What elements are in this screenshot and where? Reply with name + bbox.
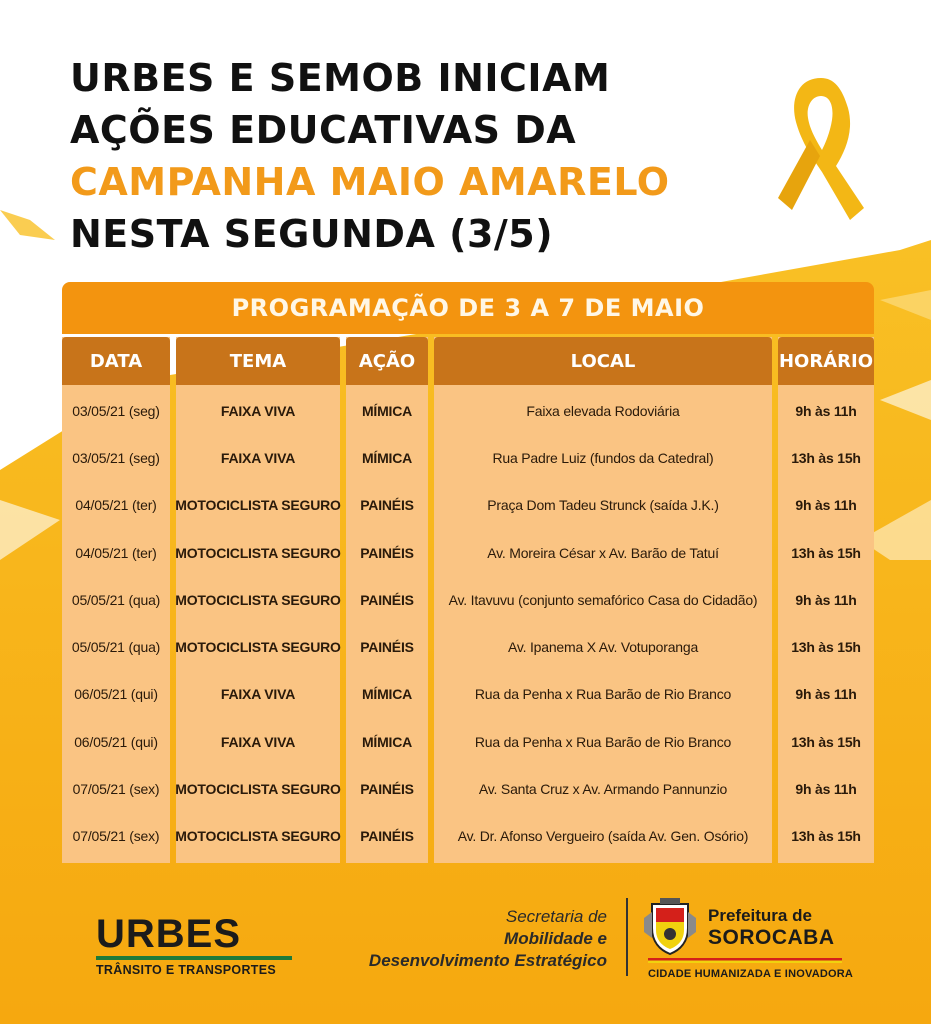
cell-tema: MOTOCICLISTA SEGURO	[175, 828, 341, 845]
prefeitura-line-1: Prefeitura de	[708, 906, 812, 925]
cell-acao: MÍMICA	[361, 449, 413, 466]
cell-horario: 9h às 11h	[795, 781, 857, 798]
header-local: LOCAL	[434, 337, 772, 385]
cell-data: 07/05/21 (sex)	[72, 781, 160, 798]
cell-data: 05/05/21 (qua)	[71, 591, 161, 608]
cell-data: 04/05/21 (ter)	[75, 544, 157, 561]
cell-tema: MOTOCICLISTA SEGURO	[175, 639, 341, 656]
header-tema: TEMA	[176, 337, 340, 385]
cell-horario: 9h às 11h	[795, 591, 857, 608]
secretaria-line-3: Desenvolvimento Estratégico	[368, 951, 607, 970]
cell-local: Av. Ipanema X Av. Votuporanga	[507, 639, 699, 656]
cell-horario: 13h às 15h	[791, 828, 861, 845]
cell-data: 03/05/21 (seg)	[72, 402, 160, 419]
cell-acao: PAINÉIS	[360, 544, 414, 561]
secretaria-line-1: Secretaria de	[505, 907, 607, 926]
headline-line-2: AÇÕES EDUCATIVAS DA	[70, 108, 577, 152]
cell-acao: MÍMICA	[361, 733, 413, 750]
cell-acao: PAINÉIS	[360, 639, 414, 656]
cell-tema: MOTOCICLISTA SEGURO	[175, 781, 341, 798]
cell-data: 06/05/21 (qui)	[74, 686, 158, 703]
headline-line-4: NESTA SEGUNDA (3/5)	[70, 212, 554, 256]
cell-tema: FAIXA VIVA	[220, 402, 296, 419]
headline-line-1: URBES E SEMOB INICIAM	[70, 56, 611, 100]
cell-data: 05/05/21 (qua)	[71, 639, 161, 656]
cell-data: 03/05/21 (seg)	[72, 449, 160, 466]
cell-horario: 13h às 15h	[791, 733, 861, 750]
headline	[70, 52, 770, 260]
cell-horario: 9h às 11h	[795, 402, 857, 419]
column-horario	[778, 337, 874, 863]
cell-acao: MÍMICA	[361, 686, 413, 703]
cell-tema: FAIXA VIVA	[220, 733, 296, 750]
headline-line-3: CAMPANHA MAIO AMARELO	[70, 160, 670, 204]
cell-horario: 9h às 11h	[795, 497, 857, 514]
cell-acao: PAINÉIS	[360, 781, 414, 798]
urbes-tagline: TRÂNSITO E TRANSPORTES	[96, 963, 276, 977]
cell-data: 06/05/21 (qui)	[74, 733, 158, 750]
cell-local: Praça Dom Tadeu Strunck (saída J.K.)	[487, 497, 719, 514]
cell-acao: PAINÉIS	[360, 828, 414, 845]
column-data	[62, 337, 170, 863]
column-tema	[176, 337, 340, 863]
city-crest-icon	[642, 898, 698, 956]
cell-local: Faixa elevada Rodoviária	[526, 402, 680, 419]
column-acao	[346, 337, 428, 863]
logo-divider	[626, 898, 628, 976]
table-banner: PROGRAMAÇÃO DE 3 A 7 DE MAIO	[62, 282, 874, 334]
column-local	[434, 337, 772, 863]
prefeitura-stripe	[648, 958, 842, 963]
cell-local: Rua Padre Luiz (fundos da Catedral)	[492, 449, 714, 466]
cell-local: Av. Santa Cruz x Av. Armando Pannunzio	[478, 781, 728, 798]
cell-local: Rua da Penha x Rua Barão de Rio Branco	[474, 686, 732, 703]
cell-horario: 13h às 15h	[791, 449, 861, 466]
cell-tema: MOTOCICLISTA SEGURO	[175, 497, 341, 514]
cell-local: Av. Moreira César x Av. Barão de Tatuí	[487, 544, 719, 561]
prefeitura-slogan: CIDADE HUMANIZADA E INOVADORA	[648, 968, 854, 980]
cell-tema: FAIXA VIVA	[220, 686, 296, 703]
schedule-table	[62, 282, 874, 863]
cell-horario: 13h às 15h	[791, 544, 861, 561]
prefeitura-line-2: SOROCABA	[708, 926, 835, 949]
urbes-green-bar	[96, 956, 292, 960]
cell-data: 07/05/21 (sex)	[72, 828, 160, 845]
cell-data: 04/05/21 (ter)	[75, 497, 157, 514]
cell-acao: PAINÉIS	[360, 497, 414, 514]
cell-tema: MOTOCICLISTA SEGURO	[175, 544, 341, 561]
cell-local: Av. Dr. Afonso Vergueiro (saída Av. Gen. Osório)	[457, 828, 749, 845]
urbes-logo	[96, 914, 292, 977]
cell-acao: PAINÉIS	[360, 591, 414, 608]
cell-horario: 9h às 11h	[795, 686, 857, 703]
cell-horario: 13h às 15h	[791, 639, 861, 656]
secretaria-logo	[369, 906, 607, 972]
header-data: DATA	[62, 337, 170, 385]
urbes-name: URBES	[96, 912, 242, 956]
cell-local: Rua da Penha x Rua Barão de Rio Branco	[474, 733, 732, 750]
cell-acao: MÍMICA	[361, 402, 413, 419]
cell-tema: FAIXA VIVA	[220, 449, 296, 466]
cell-local: Av. Itavuvu (conjunto semafórico Casa do Cidadão)	[448, 591, 758, 608]
cell-tema: MOTOCICLISTA SEGURO	[175, 591, 341, 608]
secretaria-line-2: Mobilidade e	[504, 929, 607, 948]
header-acao: AÇÃO	[346, 337, 428, 385]
footer-logos	[0, 890, 931, 1000]
yellow-ribbon-icon	[776, 70, 866, 230]
table-grid	[62, 337, 874, 863]
header-horario: HORÁRIO	[778, 337, 874, 385]
